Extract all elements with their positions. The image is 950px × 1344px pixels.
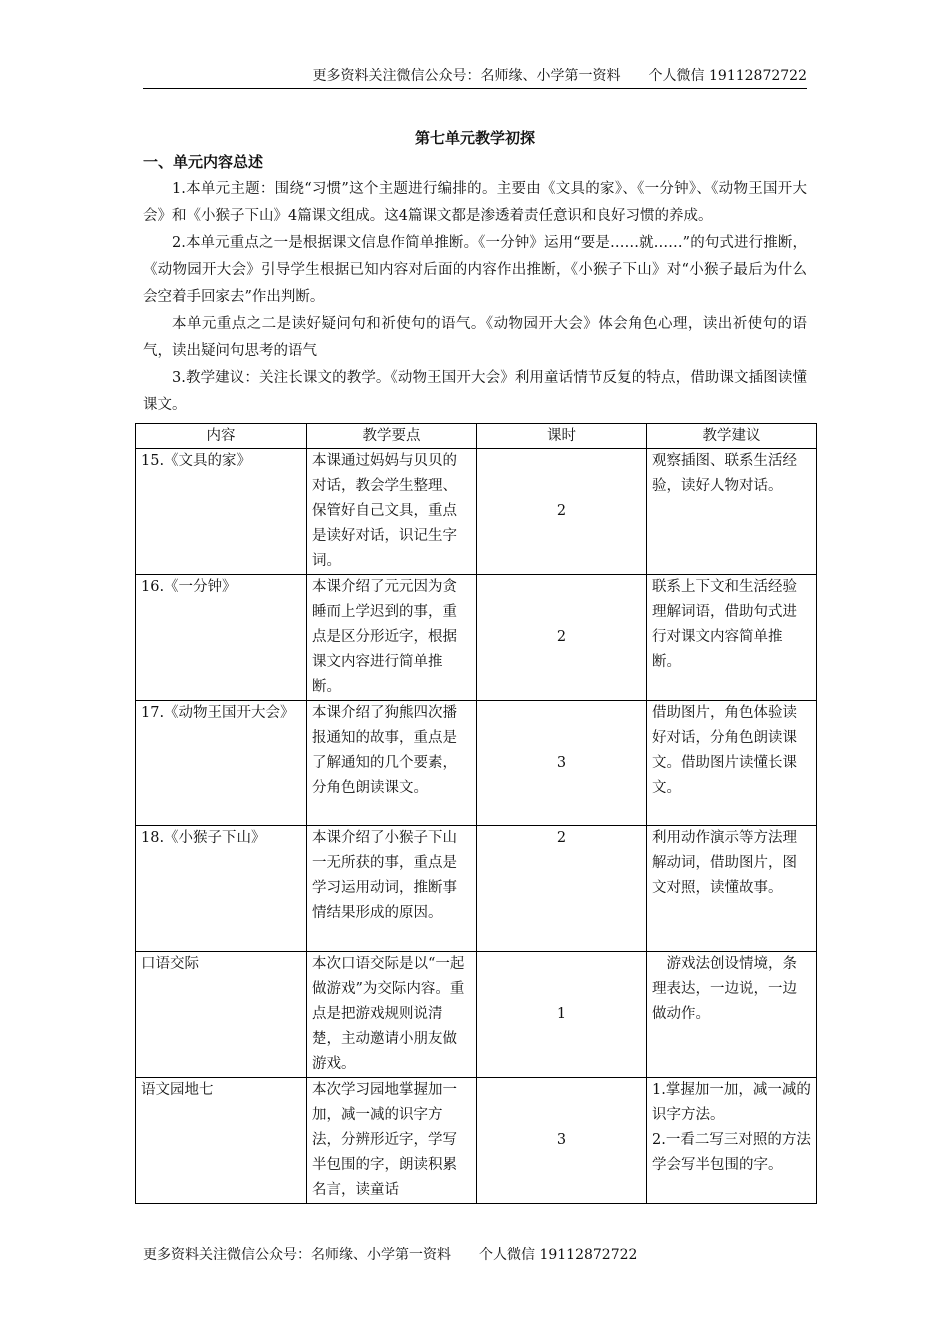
cell-points: 本课介绍了元元因为贪睡而上学迟到的事，重点是区分形近字，根据课文内容进行简单推断。: [307, 575, 477, 701]
table-row: [136, 826, 817, 952]
cell-suggestion: [647, 1078, 817, 1204]
header-points: 教学要点: [307, 424, 477, 449]
cell-content: 口语交际: [136, 952, 307, 1078]
cell-content: 15.《文具的家》: [136, 449, 307, 575]
paragraph-focus-one: 2.本单元重点之一是根据课文信息作简单推断。《一分钟》运用“要是……就……”的句式进行推断，《动物园开大会》引导学生根据已知内容对后面的内容作出推断，《小猴子下山》对“小猴子最后为什么会空着手回家去”作出判断。: [143, 235, 807, 305]
cell-hours: 2: [477, 449, 647, 575]
cell-suggestion: 游戏法创设情境，条理表达，一边说，一边做动作。: [647, 952, 817, 1078]
header-suggestion: 教学建议: [647, 424, 817, 449]
cell-hours: 3: [477, 1078, 647, 1204]
section-heading: 一、单元内容总述: [143, 153, 264, 171]
cell-hours: 3: [477, 701, 647, 826]
table-row: [136, 575, 817, 701]
table-header-row: [136, 424, 817, 449]
unit-summary: [143, 176, 807, 419]
cell-content: 17.《动物王国开大会》: [136, 701, 307, 826]
cell-points: 本课介绍了狗熊四次播报通知的故事，重点是了解通知的几个要素，分角色朗读课文。: [307, 701, 477, 826]
header-hours: 课时: [477, 424, 647, 449]
cell-content: 18.《小猴子下山》: [136, 826, 307, 952]
cell-suggestion: 借助图片，角色体验读好对话，分角色朗读课文。借助图片读懂长课文。: [647, 701, 817, 826]
teaching-plan-table: [135, 423, 817, 1204]
page-title: 第七单元教学初探: [414, 129, 535, 147]
paragraph-suggestion: 3.教学建议：关注长课文的教学。《动物王国开大会》利用童话情节反复的特点，借助课文插图读懂课文。: [143, 370, 807, 413]
header-content: 内容: [136, 424, 307, 449]
cell-points: 本次口语交际是以“一起做游戏”为交际内容。重点是把游戏规则说清楚，主动邀请小朋友做游戏。: [307, 952, 477, 1078]
cell-points: 本次学习园地掌握加一加，减一减的识字方法，分辨形近字，学写半包围的字，朗读积累名言，读童话: [307, 1078, 477, 1204]
page-header: 更多资料关注微信公众号：名师缘、小学第一资料 个人微信 19112872722: [312, 68, 807, 84]
cell-hours: 2: [477, 826, 647, 952]
paragraph-theme: 1.本单元主题：围绕“习惯”这个主题进行编排的。主要由《文具的家》、《一分钟》、《动物王国开大会》和《小猴子下山》4篇课文组成。这4篇课文都是渗透着责任意识和良好习惯的养成。: [143, 181, 807, 224]
suggestion-line: 1.掌握加一加，减一减的识字方法。: [652, 1082, 811, 1123]
cell-points: 本课介绍了小猴子下山一无所获的事，重点是学习运用动词，推断事情结果形成的原因。: [307, 826, 477, 952]
cell-content: 语文园地七: [136, 1078, 307, 1204]
suggestion-line: 2.一看二写三对照的方法学会写半包围的字。: [652, 1132, 811, 1173]
cell-content: 16.《一分钟》: [136, 575, 307, 701]
page-footer: 更多资料关注微信公众号：名师缘、小学第一资料 个人微信 19112872722: [143, 1247, 638, 1263]
cell-suggestion: 利用动作演示等方法理解动词，借助图片，图文对照，读懂故事。: [647, 826, 817, 952]
header-divider: [143, 88, 807, 89]
table-row: [136, 1078, 817, 1204]
cell-hours: 2: [477, 575, 647, 701]
cell-suggestion: 观察插图、联系生活经验，读好人物对话。: [647, 449, 817, 575]
table-row: [136, 701, 817, 826]
cell-suggestion: 联系上下文和生活经验理解词语，借助句式进行对课文内容简单推断。: [647, 575, 817, 701]
cell-points: 本课通过妈妈与贝贝的对话，教会学生整理、保管好自己文具，重点是读好对话，识记生字词。: [307, 449, 477, 575]
cell-hours: 1: [477, 952, 647, 1078]
table-row: [136, 952, 817, 1078]
table-row: [136, 449, 817, 575]
paragraph-focus-two: 本单元重点之二是读好疑问句和祈使句的语气。《动物园开大会》体会角色心理，读出祈使句的语气，读出疑问句思考的语气: [143, 316, 807, 359]
